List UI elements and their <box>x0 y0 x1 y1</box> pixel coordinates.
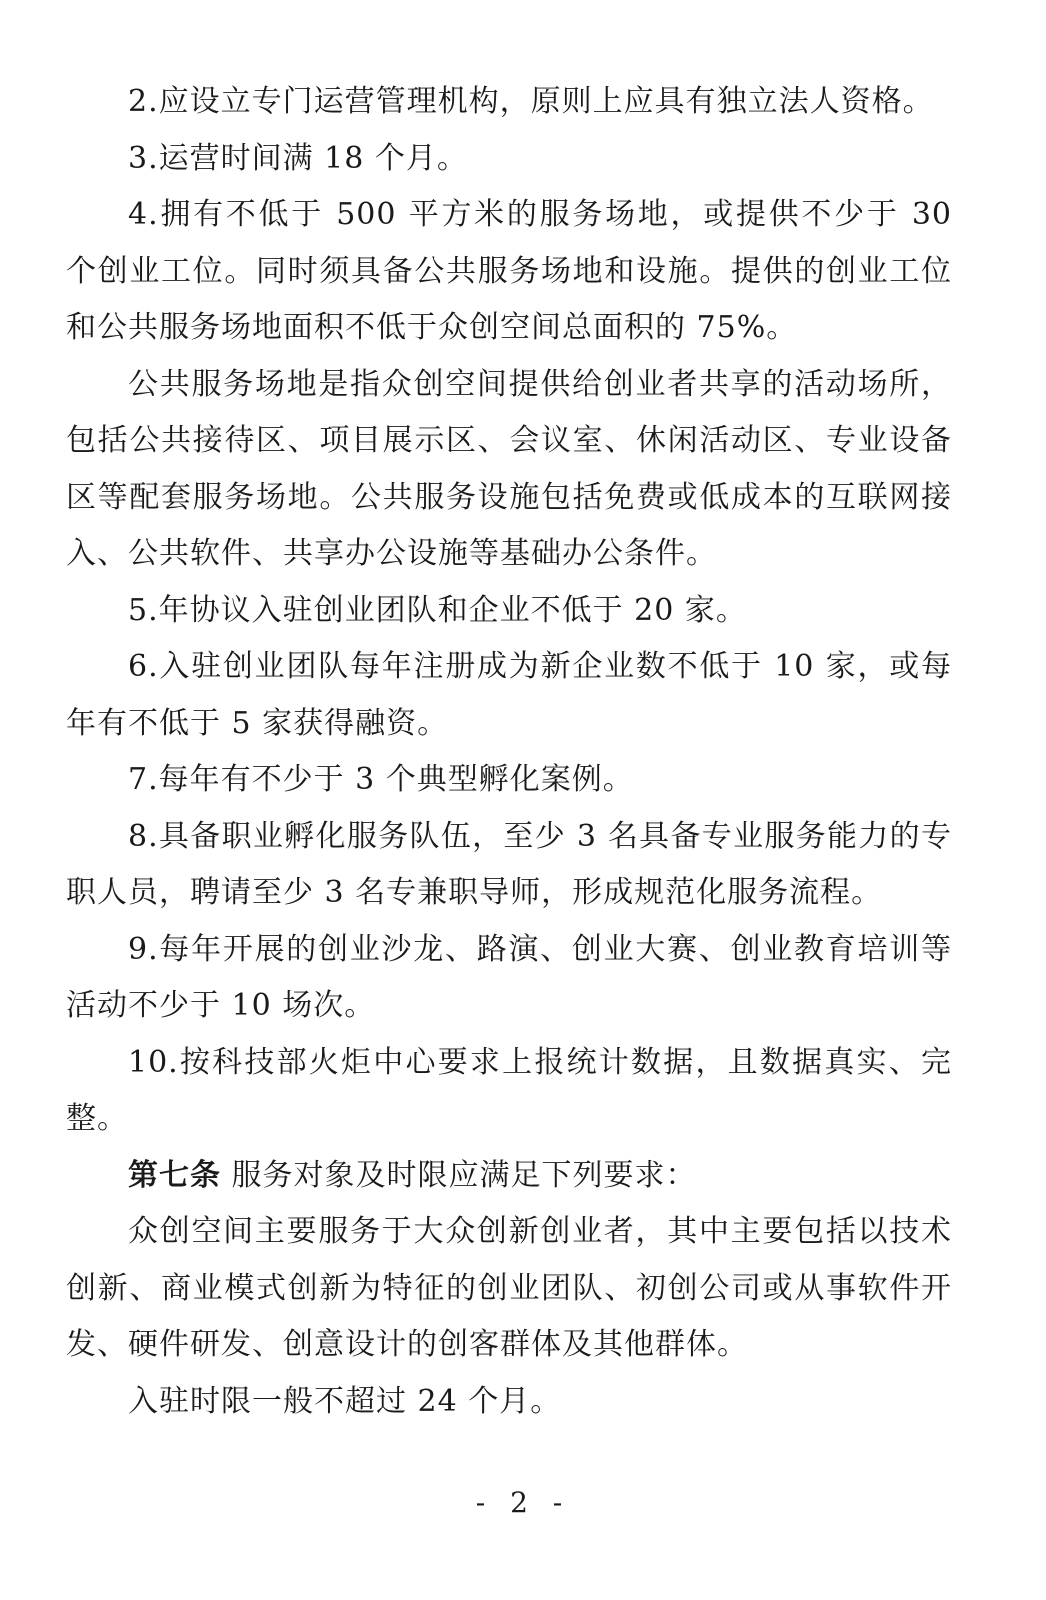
paragraph-item-6: 6.入驻创业团队每年注册成为新企业数不低于 10 家，或每年有不低于 5 家获得融资。 <box>66 649 952 741</box>
article-7-paragraph <box>66 1148 952 1205</box>
paragraph-item-7: 7.每年有不少于 3 个典型孵化案例。 <box>128 762 634 797</box>
article-7-heading: 第七条 <box>128 1157 221 1193</box>
page-number: - 2 - <box>475 1486 571 1519</box>
document-page <box>66 74 952 1430</box>
paragraph-residency-limit: 入驻时限一般不超过 24 个月。 <box>128 1383 562 1419</box>
paragraph-public-space-definition: 公共服务场地是指众创空间提供给创业者共享的活动场所，包括公共接待区、项目展示区、会议室、休闲活动区、专业设备区等配套服务场地。公共服务设施包括免费或低成本的互联网接入、公共软件、共享办公设施等基础办公条件。 <box>66 366 952 571</box>
paragraph-item-5: 5.年协议入驻创业团队和企业不低于 20 家。 <box>128 592 747 628</box>
paragraph-service-targets: 众创空间主要服务于大众创新创业者，其中主要包括以技术创新、商业模式创新为特征的创业团队、初创公司或从事软件开发、硬件研发、创意设计的创客群体及其他群体。 <box>66 1214 952 1362</box>
paragraph-item-2: 2.应设立专门运营管理机构，原则上应具有独立法人资格。 <box>128 84 934 119</box>
paragraph-item-4: 4.拥有不低于 500 平方米的服务场地，或提供不少于 30 个创业工位。同时须具备公共服务场地和设施。提供的创业工位和公共服务场地面积不低于众创空间总面积的 75%。 <box>66 197 952 345</box>
paragraph-item-9: 9.每年开展的创业沙龙、路演、创业大赛、创业教育培训等活动不少于 10 场次。 <box>66 931 952 1023</box>
paragraph-item-8: 8.具备职业孵化服务队伍，至少 3 名具备专业服务能力的专职人员，聘请至少 3 名专兼职导师，形成规范化服务流程。 <box>66 818 952 910</box>
paragraph-item-10: 10.按科技部火炬中心要求上报统计数据，且数据真实、完整。 <box>66 1044 952 1136</box>
article-7-text: 服务对象及时限应满足下列要求： <box>231 1157 697 1193</box>
paragraph-item-3: 3.运营时间满 18 个月。 <box>128 140 468 176</box>
